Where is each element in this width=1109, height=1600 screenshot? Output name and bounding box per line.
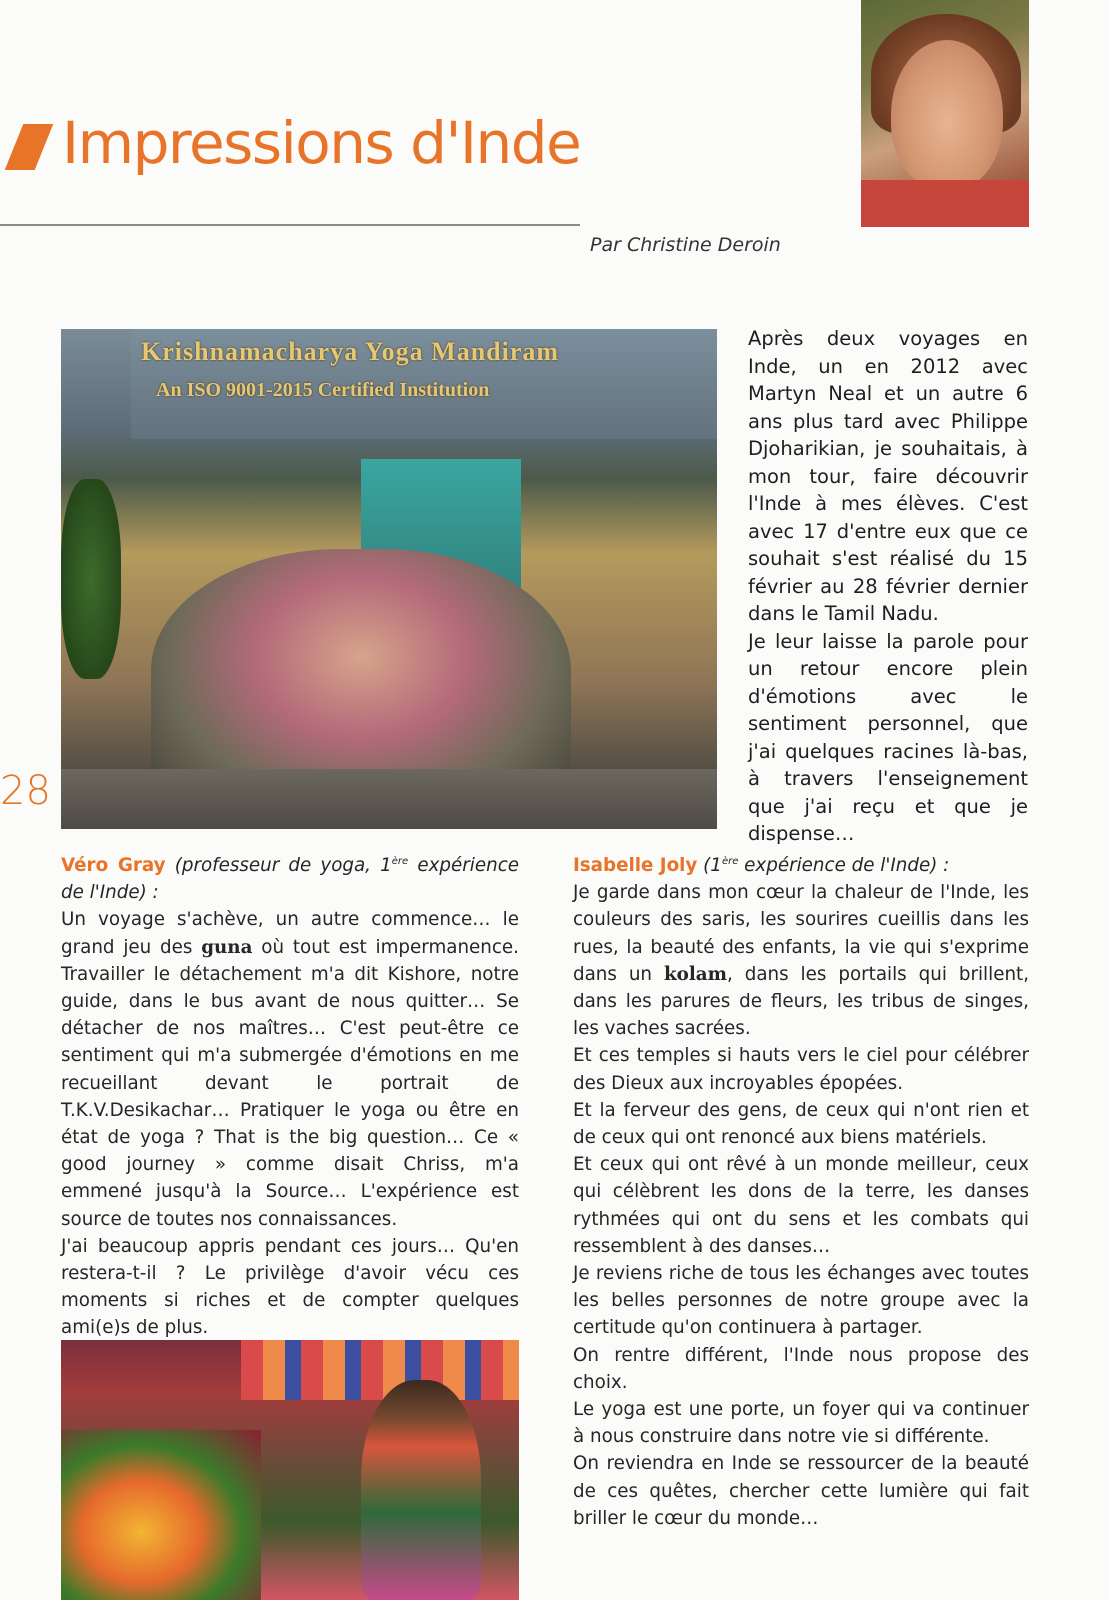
author-name: Véro Gray xyxy=(61,855,166,876)
portrait-shirt xyxy=(861,180,1029,227)
title-divider xyxy=(0,224,580,226)
intro-paragraph-2: Je leur laisse la parole pour un retour encore plein d'émotions avec le sentiment personnel, que j'ai quelques racines là-bas, à travers l'enseignement que j'ai reçu et que je dispense… xyxy=(748,629,1028,845)
testimony-paragraph-3: Et la ferveur des gens, de ceux qui n'ont rien et de ceux qui ont renoncé aux biens matériels. xyxy=(573,1099,1029,1149)
page-number: 28 xyxy=(0,768,51,814)
testimony-paragraph-2: J'ai beaucoup appris pendant ces jours… Qu'en restera-t-il ? Le privilège d'avoir vécu ces moments si riches et de compter quelques ami(e)s de plus. xyxy=(61,1235,519,1339)
title-slash-decoration xyxy=(5,124,54,170)
woman-with-child xyxy=(361,1380,481,1600)
flower-garlands xyxy=(61,1430,261,1600)
testimony-vero-gray xyxy=(61,852,519,1342)
testimony-paragraph-8: On reviendra en Inde se ressourcer de la beauté de ces quêtes, chercher cette lumière qui fait briller le cœur du monde… xyxy=(573,1453,1029,1529)
testimony-isabelle-joly xyxy=(573,852,1029,1532)
testimony-paragraph-1: Un voyage s'achève, un autre commence… le grand jeu des guna où tout est impermanence. Travailler le détachement m'a dit Kishore, notre guide, dans le bus avant de nous quitter… Se détacher de nos maîtres… C'est peut-être ce sentiment qui m'a submergée d'émotions en me recueillant devant le portrait de T.K.V.Desikachar… Pratiquer le yoga ou être en état de yoga ? That is the big question… Ce « good journey » comme disait Chriss, m'a emmené jusqu'à la Source… L'expérience est source de toutes nos connaissances. xyxy=(61,909,519,1230)
author-portrait-photo xyxy=(861,0,1029,227)
plant-left xyxy=(61,479,121,679)
group-photo-yoga-mandiram xyxy=(61,329,717,829)
testimony-paragraph-1: Je garde dans mon cœur la chaleur de l'Inde, les couleurs des saris, les sourires cueillis dans les rues, la beauté des enfants, la vie qui s'exprime dans un kolam, dans les portails qui brillent, dans les parures de fleurs, les tribus de singes, les vaches sacrées. xyxy=(573,882,1030,1040)
testimony-heading xyxy=(61,852,519,906)
author-note: (professeur de yoga, 1ère expérience de l'Inde) : xyxy=(61,855,519,904)
author-note: (1ère expérience de l'Inde) : xyxy=(697,855,950,876)
testimony-paragraph-2: Et ces temples si hauts vers le ciel pour célébrer des Dieux aux incroyables épopées. xyxy=(573,1045,1029,1094)
intro-text xyxy=(748,325,1028,848)
portrait-face xyxy=(891,40,1003,190)
author-name: Isabelle Joly xyxy=(573,855,698,876)
article-title: Impressions d'Inde xyxy=(62,109,581,177)
flower-market-photo xyxy=(61,1340,519,1600)
author-byline: Par Christine Deroin xyxy=(590,234,781,256)
intro-paragraph-1: Après deux voyages en Inde, un en 2012 avec Martyn Neal et un autre 6 ans plus tard avec Philippe Djoharikian, je souhaitais, à mon tour, faire découvrir l'Inde à mes élèves. C'est avec 17 d'entre eux que ce souhait s'est réalisé du 15 février au 28 février dernier dans le Tamil Nadu. xyxy=(748,327,1028,625)
testimony-paragraph-7: Le yoga est une porte, un foyer qui va continuer à nous construire dans notre vie si différente. xyxy=(573,1399,1029,1448)
sign-text-line2: An ISO 9001-2015 Certified Institution xyxy=(156,379,490,401)
market-canopy xyxy=(241,1340,519,1400)
street-floor xyxy=(61,769,717,829)
testimony-paragraph-6: On rentre différent, l'Inde nous propose des choix. xyxy=(573,1344,1029,1393)
testimony-heading xyxy=(573,852,1029,879)
sign-text-line1: Krishnamacharya Yoga Mandiram xyxy=(141,337,560,366)
testimony-paragraph-4: Et ceux qui ont rêvé à un monde meilleur, ceux qui célèbrent les dons de la terre, les danses rythmées qui ont du sens et les combats qui ressemblent à des danses… xyxy=(573,1154,1029,1257)
testimony-paragraph-5: Je reviens riche de tous les échanges avec toutes les belles personnes de notre groupe avec la certitude qu'on continuera à partager. xyxy=(573,1263,1029,1339)
